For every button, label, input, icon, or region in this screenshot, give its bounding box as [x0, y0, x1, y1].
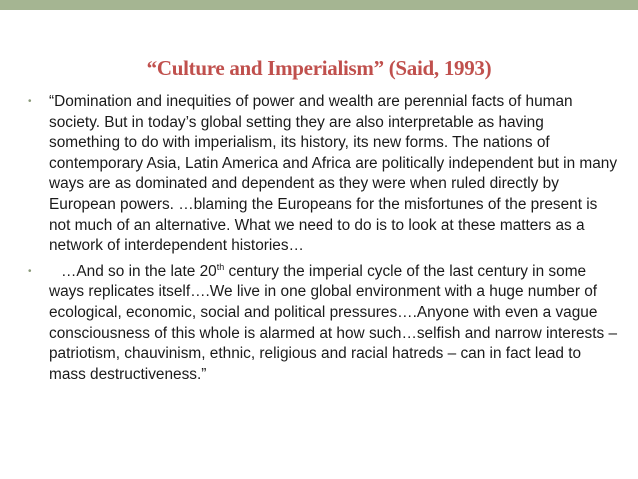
bullet-icon: •: [28, 96, 32, 107]
bullet-icon: •: [28, 265, 32, 277]
ordinal-suffix: th: [216, 261, 225, 272]
bullet-paragraph-1: [28, 92, 618, 257]
quote-text-2-end: century the imperial cycle of the last century in some ways replicates itself….We live in one global environment with a huge number of ecological, economic, social and political pressures….Anyone with even a vague consciousness of this whole is alarmed at how such…selfish and narrow interests – patriotism, chauvinism, ethnic, religious and racial hatreds – can in fact lead to mass destructiveness.”: [49, 262, 618, 383]
quote-text-2-start: …And so in the late 20: [61, 262, 217, 280]
slide-title: “Culture and Imperialism” (Said, 1993): [146, 56, 492, 80]
slide-body: [28, 92, 618, 385]
quote-text-1: “Domination and inequities of power and wealth are perennial facts of human society. But in today’s global setting they are also interpretable as having something to do with imperialism, its history, its new forms. The nations of contemporary Asia, Latin America and Africa are politically independent but in many ways are as dominated and dependent as they were when ruled directly by European powers. …blaming the Europeans for the misfortunes of the present is not much of an alternative. What we need to do is to look at these matters as a network of interdependent histories…: [49, 93, 618, 255]
bullet-paragraph-2: [28, 262, 618, 386]
top-accent-bar: [0, 0, 638, 10]
